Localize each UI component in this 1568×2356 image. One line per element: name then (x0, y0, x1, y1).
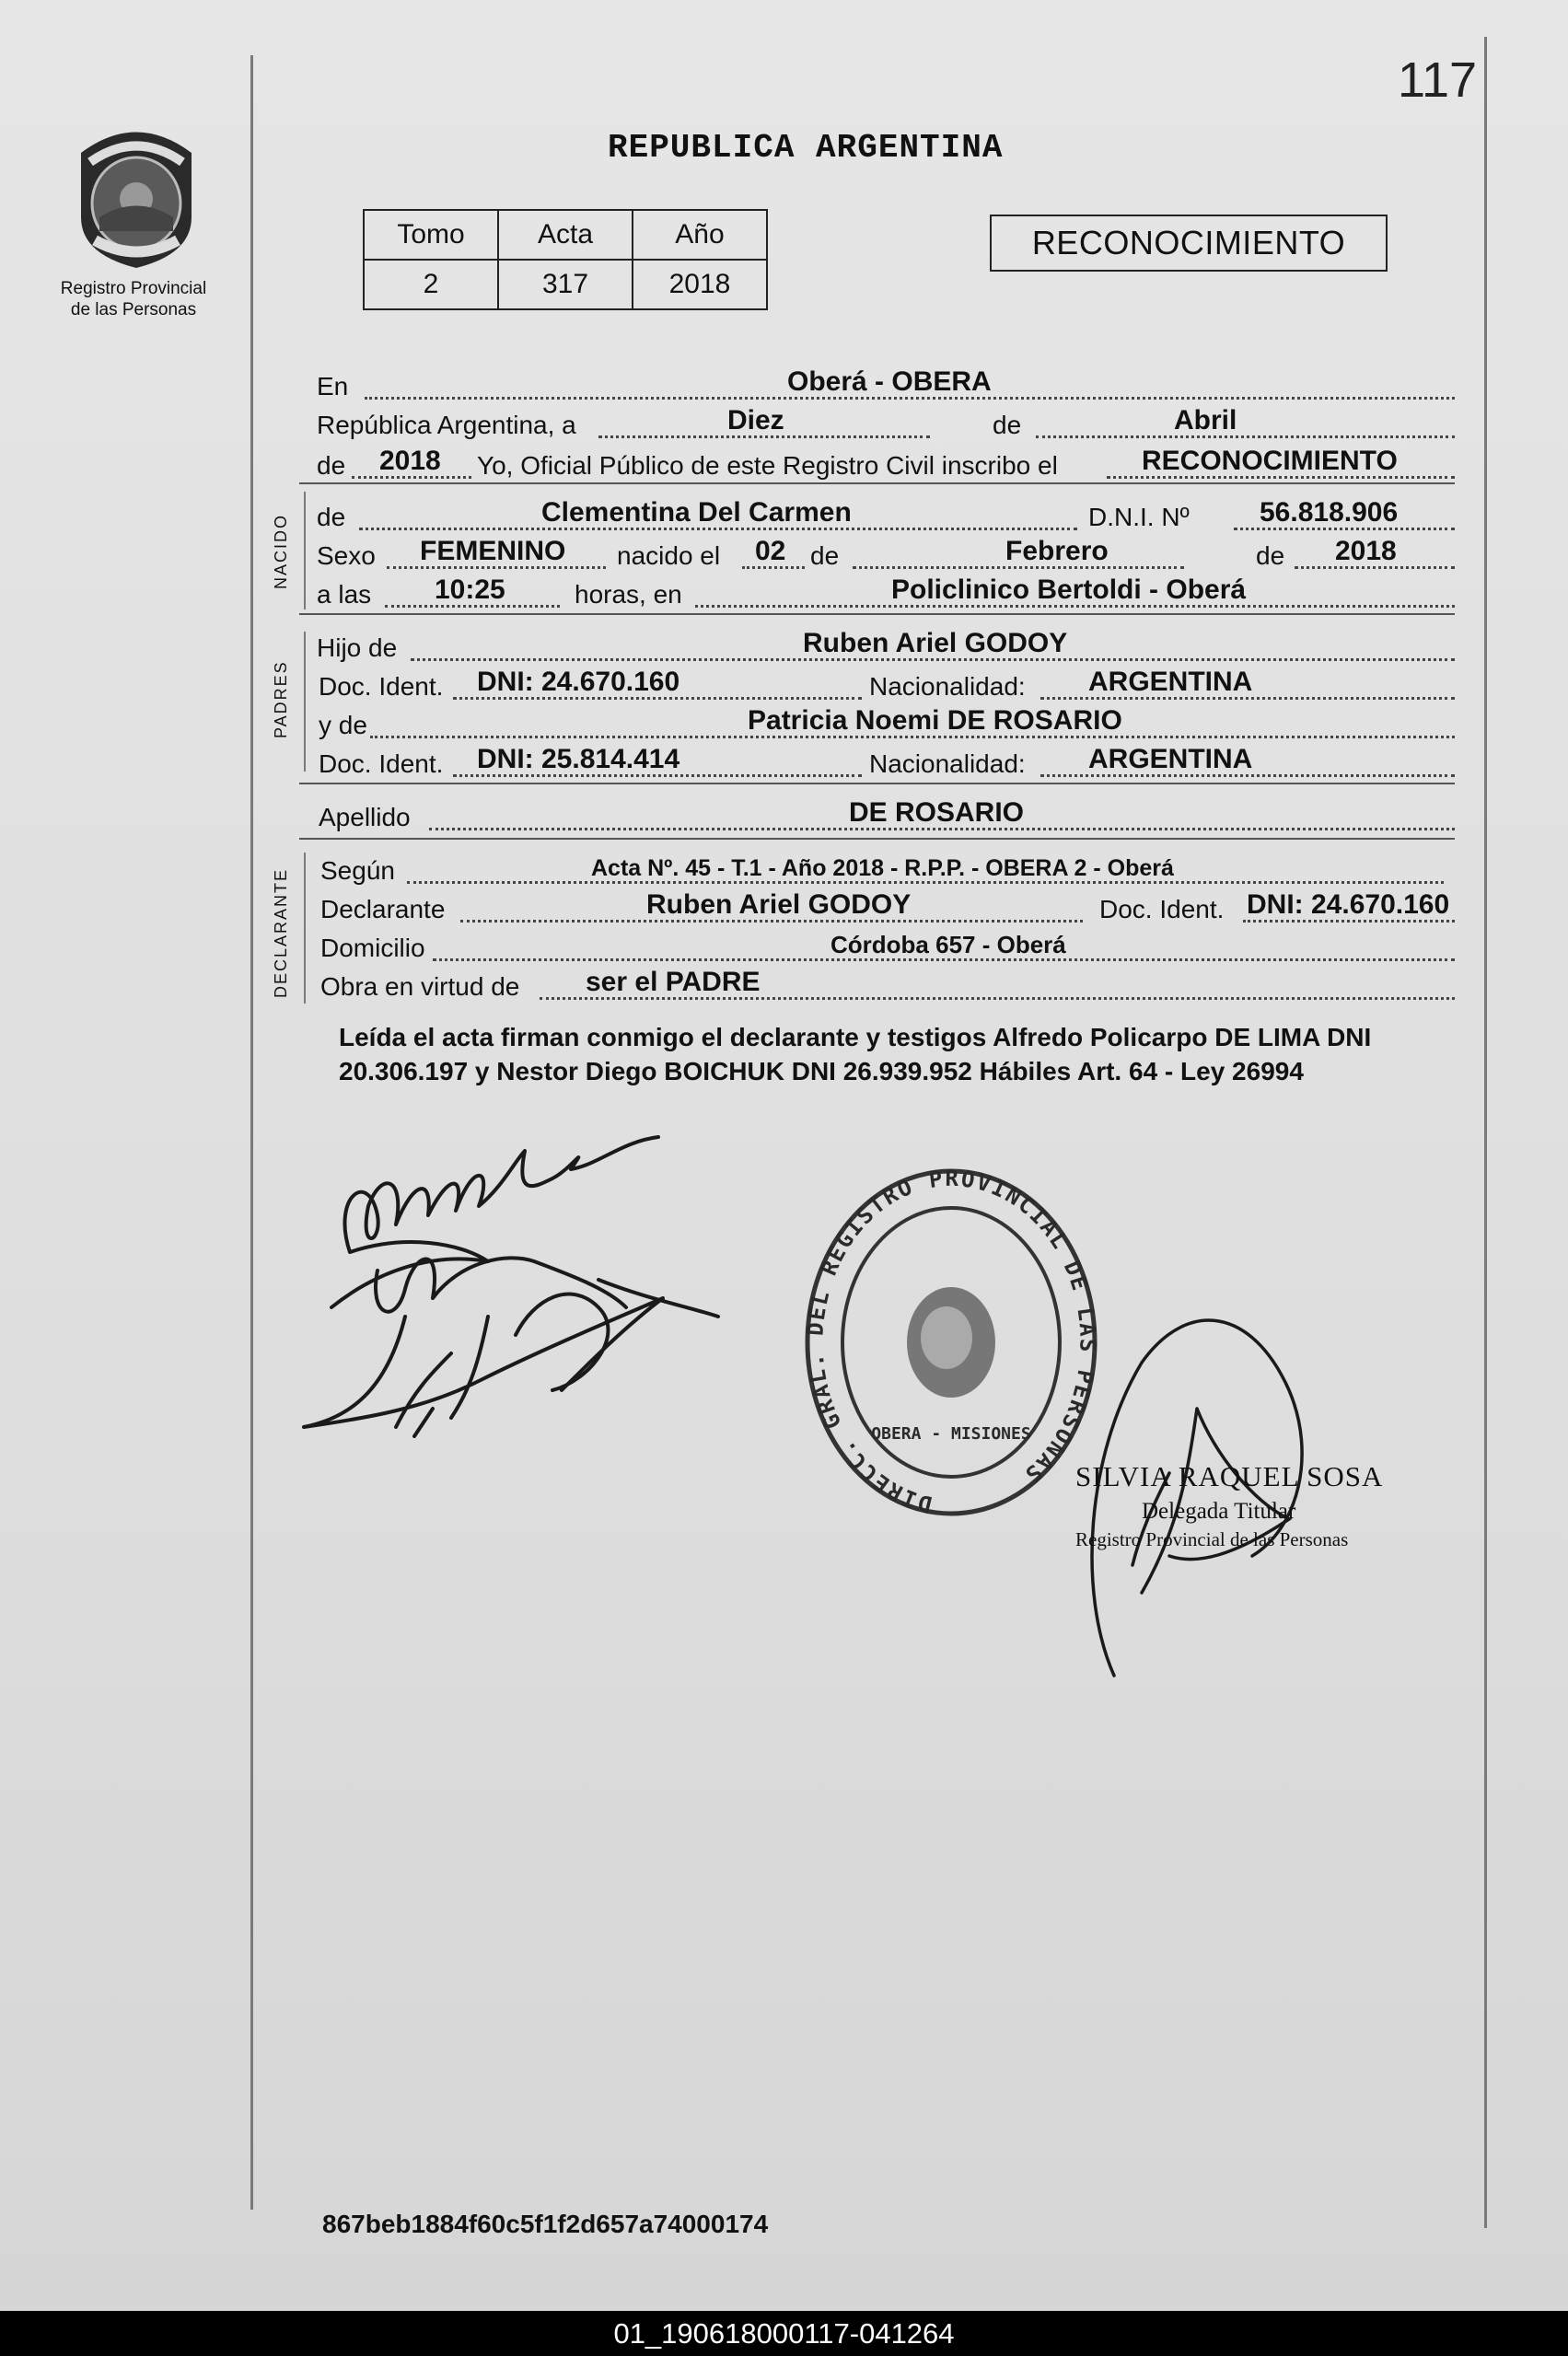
intro-text: Yo, Oficial Público de este Registro Civil inscribo el (477, 451, 1058, 480)
row-segun (313, 851, 1455, 888)
label-dni: D.N.I. Nº (1088, 503, 1190, 531)
stamp-inner-text: OBERA - MISIONES (871, 1424, 1031, 1444)
label-doc-ident: Doc. Ident. (319, 749, 444, 778)
footer-id: 01_190618000117-041264 (0, 2311, 1568, 2356)
separator (299, 838, 1455, 840)
label-obra: Obra en virtud de (320, 972, 520, 1001)
act-type-box: RECONOCIMIENTO (990, 215, 1388, 272)
official-stamp (799, 1158, 1103, 1526)
mother-nationality: ARGENTINA (1088, 744, 1253, 774)
nacido-month: Febrero (1005, 536, 1109, 566)
tomo-acta-ano-table (363, 209, 768, 310)
separator (299, 783, 1455, 784)
label-de: de (317, 503, 346, 531)
closing-statement: Leída el acta firman conmigo el declarante y testigos Alfredo Policarpo DE LIMA DNI 20.306.197 y Nestor Diego BOICHUK DNI 26.939.952 Hábiles Art. 64 - Ley 26994 (339, 1023, 1372, 1085)
label-de: de (317, 451, 346, 480)
section-bracket (304, 492, 306, 609)
row-place (313, 366, 1455, 403)
date-day: Diez (727, 405, 784, 435)
row-date (313, 405, 1455, 442)
separator (299, 482, 1455, 484)
row-intro (313, 446, 1455, 482)
place-city: Oberá - OBERA (787, 366, 992, 397)
nacido-sexo: FEMENINO (420, 536, 566, 566)
separator (299, 613, 1455, 615)
acta-value: 317 (498, 260, 633, 309)
intro-year: 2018 (379, 446, 441, 476)
row-nacido-sexo (313, 536, 1455, 573)
section-bracket (304, 632, 306, 772)
registry-caption-line2: de las Personas (70, 300, 197, 319)
father-doc: DNI: 24.670.160 (477, 667, 680, 697)
label-declarante: Declarante (320, 895, 446, 923)
label-sexo: Sexo (317, 541, 376, 570)
apellido-value: DE ROSARIO (849, 797, 1025, 828)
section-label-nacido: NACIDO (272, 513, 290, 589)
row-nacido-hora (313, 574, 1455, 611)
section-bracket (304, 853, 306, 1004)
tomo-value: 2 (364, 260, 498, 309)
nacido-time: 10:25 (435, 574, 505, 605)
date-month: Abril (1174, 405, 1237, 435)
stamp-ring-text: DIRECC. GRAL. DEL REGISTRO PROVINCIAL DE LAS PERSONAS (802, 1165, 1101, 1517)
father-name: Ruben Ariel GODOY (803, 628, 1068, 658)
official-name: SILVIA RAQUEL SOSA (1075, 1460, 1384, 1492)
registry-caption (37, 278, 230, 320)
declarante-name: Ruben Ariel GODOY (646, 889, 912, 920)
official-role: Delegada Titular (1142, 1499, 1296, 1524)
nacido-day: 02 (755, 536, 786, 566)
witness-signatures (295, 1114, 727, 1455)
label-horas: horas, en (575, 580, 682, 609)
label-de: de (810, 541, 840, 570)
label-nacionalidad: Nacionalidad: (869, 749, 1026, 778)
domicilio-value: Córdoba 657 - Oberá (830, 931, 1066, 958)
mother-name: Patricia Noemi DE ROSARIO (748, 705, 1122, 736)
row-padre (313, 628, 1455, 665)
province-seal-icon (63, 116, 210, 273)
official-org: Registro Provincial de las Personas (1075, 1528, 1349, 1550)
label-doc-ident: Doc. Ident. (1099, 895, 1225, 923)
label-de: de (993, 411, 1022, 439)
label-nacido-el: nacido el (617, 541, 721, 570)
intro-act: RECONOCIMIENTO (1142, 446, 1398, 476)
ano-header: Año (633, 210, 767, 260)
label-hijo-de: Hijo de (317, 633, 398, 662)
nacido-year: 2018 (1335, 536, 1397, 566)
row-madre-doc (313, 744, 1455, 781)
label-de: de (1256, 541, 1285, 570)
ano-value: 2018 (633, 260, 767, 309)
declarante-doc: DNI: 24.670.160 (1247, 889, 1450, 920)
row-obra (313, 967, 1455, 1004)
label-a-las: a las (317, 580, 372, 609)
label-y-de: y de (319, 711, 367, 739)
label-apellido: Apellido (319, 803, 411, 831)
segun-value: Acta Nº. 45 - T.1 - Año 2018 - R.P.P. - OBERA 2 - Oberá (591, 855, 1174, 881)
registry-caption-line1: Registro Provincial (60, 279, 207, 298)
row-declarante (313, 889, 1455, 926)
row-madre (313, 705, 1455, 742)
page-number: 117 (1398, 52, 1478, 108)
country-title: REPUBLICA ARGENTINA (608, 129, 1004, 167)
section-label-padres: PADRES (272, 660, 290, 738)
dotted-line (1036, 435, 1455, 438)
mother-doc: DNI: 25.814.414 (477, 744, 680, 774)
label-segun: Según (320, 856, 395, 885)
label-domicilio: Domicilio (320, 934, 425, 962)
label-republica: República Argentina, a (317, 411, 576, 439)
obra-value: ser el PADRE (586, 967, 761, 997)
nacido-dni: 56.818.906 (1260, 497, 1399, 528)
document-hash: 867beb1884f60c5f1f2d657a74000174 (322, 2210, 769, 2238)
nacido-place: Policlinico Bertoldi - Oberá (891, 574, 1247, 605)
row-padre-doc (313, 667, 1455, 703)
row-apellido (313, 797, 1455, 834)
label-en: En (317, 372, 349, 400)
label-doc-ident: Doc. Ident. (319, 672, 444, 701)
father-nationality: ARGENTINA (1088, 667, 1253, 697)
section-label-declarante: DECLARANTE (272, 867, 290, 998)
nacido-name: Clementina Del Carmen (541, 497, 852, 528)
acta-header: Acta (498, 210, 633, 260)
tomo-header: Tomo (364, 210, 498, 260)
row-nacido-name (313, 497, 1455, 534)
row-domicilio (313, 928, 1455, 965)
label-nacionalidad: Nacionalidad: (869, 672, 1026, 701)
right-margin-line (1484, 37, 1487, 2228)
left-margin-line (250, 55, 253, 2210)
